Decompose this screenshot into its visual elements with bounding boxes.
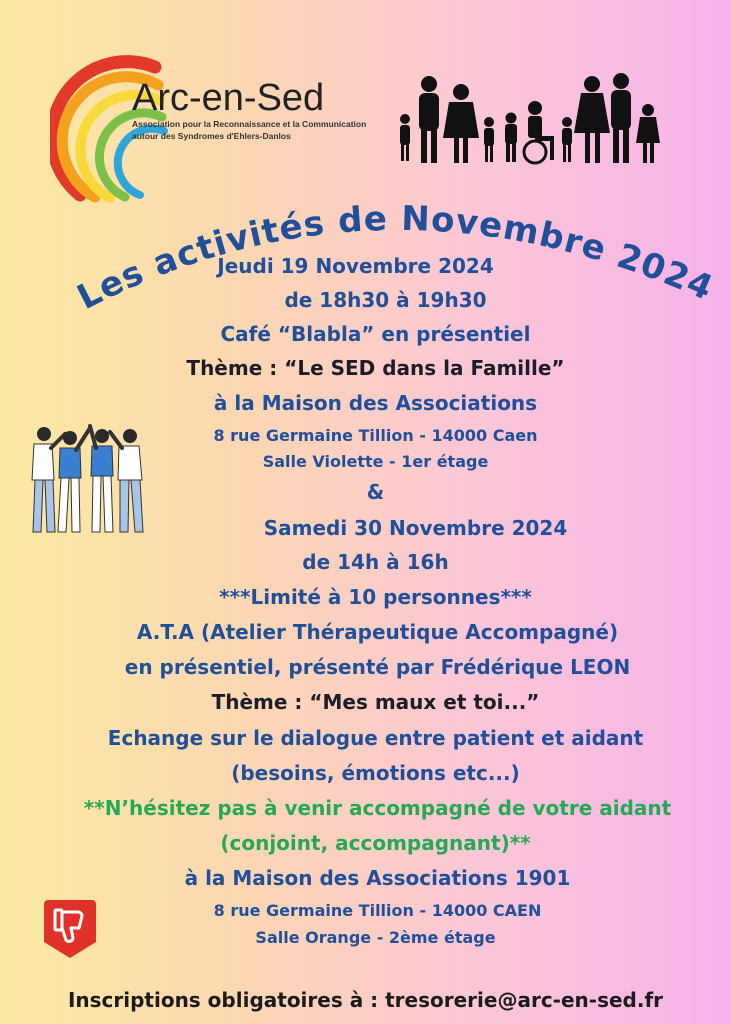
event2-presenter: en présentiel, présenté par Frédérique LEON	[124, 655, 631, 679]
footer-registration: Inscriptions obligatoires à : tresorerie@arc-en-sed.fr	[67, 988, 664, 1012]
event1-room: Salle Violette - 1er étage	[262, 452, 489, 471]
event2-note-line2: (conjoint, accompagnant)**	[220, 831, 531, 855]
event2-venue: à la Maison des Associations 1901	[184, 866, 571, 890]
logo-subtitle-line1: Association pour la Reconnaissance et la Communication	[132, 119, 367, 129]
event2-theme: Thème : “Mes maux et toi...”	[211, 690, 540, 714]
event1-address: 8 rue Germaine Tillion - 14000 Caen	[213, 426, 538, 445]
event1-date: Jeudi 19 Novembre 2024	[217, 254, 494, 278]
event1-venue: à la Maison des Associations	[213, 391, 538, 415]
logo-subtitle-line2: autour des Syndromes d'Ehlers-Danlos	[132, 131, 291, 141]
event1-theme: Thème : “Le SED dans la Famille”	[186, 356, 565, 380]
event2-title: A.T.A (Atelier Thérapeutique Accompagné)	[136, 620, 619, 644]
event2-description-line2: (besoins, émotions etc...)	[231, 761, 520, 785]
logo-name: Arc-en-Sed	[132, 77, 325, 119]
separator-ampersand: &	[366, 480, 385, 504]
event1-title: Café “Blabla” en présentiel	[220, 322, 531, 346]
event2-date: Samedi 30 Novembre 2024	[263, 516, 568, 540]
event2-address: 8 rue Germaine Tillion - 14000 CAEN	[213, 901, 542, 920]
logo-text-block	[132, 78, 366, 142]
event2-description-line1: Echange sur le dialogue entre patient et aidant	[107, 726, 644, 750]
family-silhouettes-icon	[395, 72, 665, 167]
event2-time: de 14h à 16h	[302, 550, 449, 574]
event2-note-line1: **N’hésitez pas à venir accompagné de votre aidant	[83, 796, 672, 820]
event2-room: Salle Orange - 2ème étage	[255, 928, 496, 947]
event1-time: de 18h30 à 19h30	[284, 288, 487, 312]
headline-text: Les activités de Novembre 2024	[71, 198, 720, 318]
event2-limit: ***Limité à 10 personnes***	[219, 585, 532, 609]
thumbs-down-icon[interactable]	[42, 896, 98, 960]
